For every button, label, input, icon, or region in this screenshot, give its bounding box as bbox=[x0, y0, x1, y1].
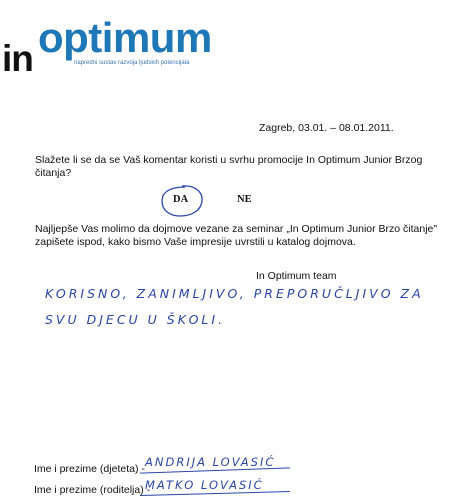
parent-name-label: Ime i prezime (roditelja) - bbox=[34, 484, 151, 496]
consent-question-line-2: čitanja? bbox=[35, 167, 72, 179]
impressions-request-line-2: zapišete ispod, kako bismo Vaše impresije uvrstili u katalog dojmova. bbox=[35, 236, 356, 248]
consent-question-line-1: Slažete li se da se Vaš komentar koristi u svrhu promocije In Optimum Junior Brzog bbox=[35, 154, 423, 166]
child-name-label: Ime i prezime (djeteta) - bbox=[34, 463, 145, 475]
date-location: Zagreb, 03.01. – 08.01.2011. bbox=[259, 122, 394, 134]
impressions-request-line-1: Najljepše Vas molimo da dojmove vezane za seminar „In Optimum Junior Brzo čitanje" bbox=[35, 223, 438, 235]
logo-tagline: napredni sustav razvoja ljudskih potencijala bbox=[74, 60, 190, 66]
logo-in-text: in bbox=[2, 38, 33, 79]
logo-optimum-text: optimum bbox=[38, 14, 212, 61]
impressions-request bbox=[35, 223, 437, 249]
consent-question bbox=[35, 154, 422, 180]
option-da[interactable]: DA bbox=[173, 194, 189, 205]
parent-name-value: MATKO LOVASIĆ bbox=[145, 478, 264, 492]
child-name-value: ANDRIJA LOVASIĆ bbox=[145, 455, 276, 469]
handwritten-comment-line-2: SVU DJECU U ŠKOLI. bbox=[45, 312, 226, 327]
option-ne[interactable]: NE bbox=[237, 194, 252, 205]
team-signature: In Optimum team bbox=[256, 270, 337, 282]
handwritten-comment-line-1: KORISNO, ZANIMLJIVO, PREPORUČLJIVO ZA bbox=[45, 286, 424, 301]
